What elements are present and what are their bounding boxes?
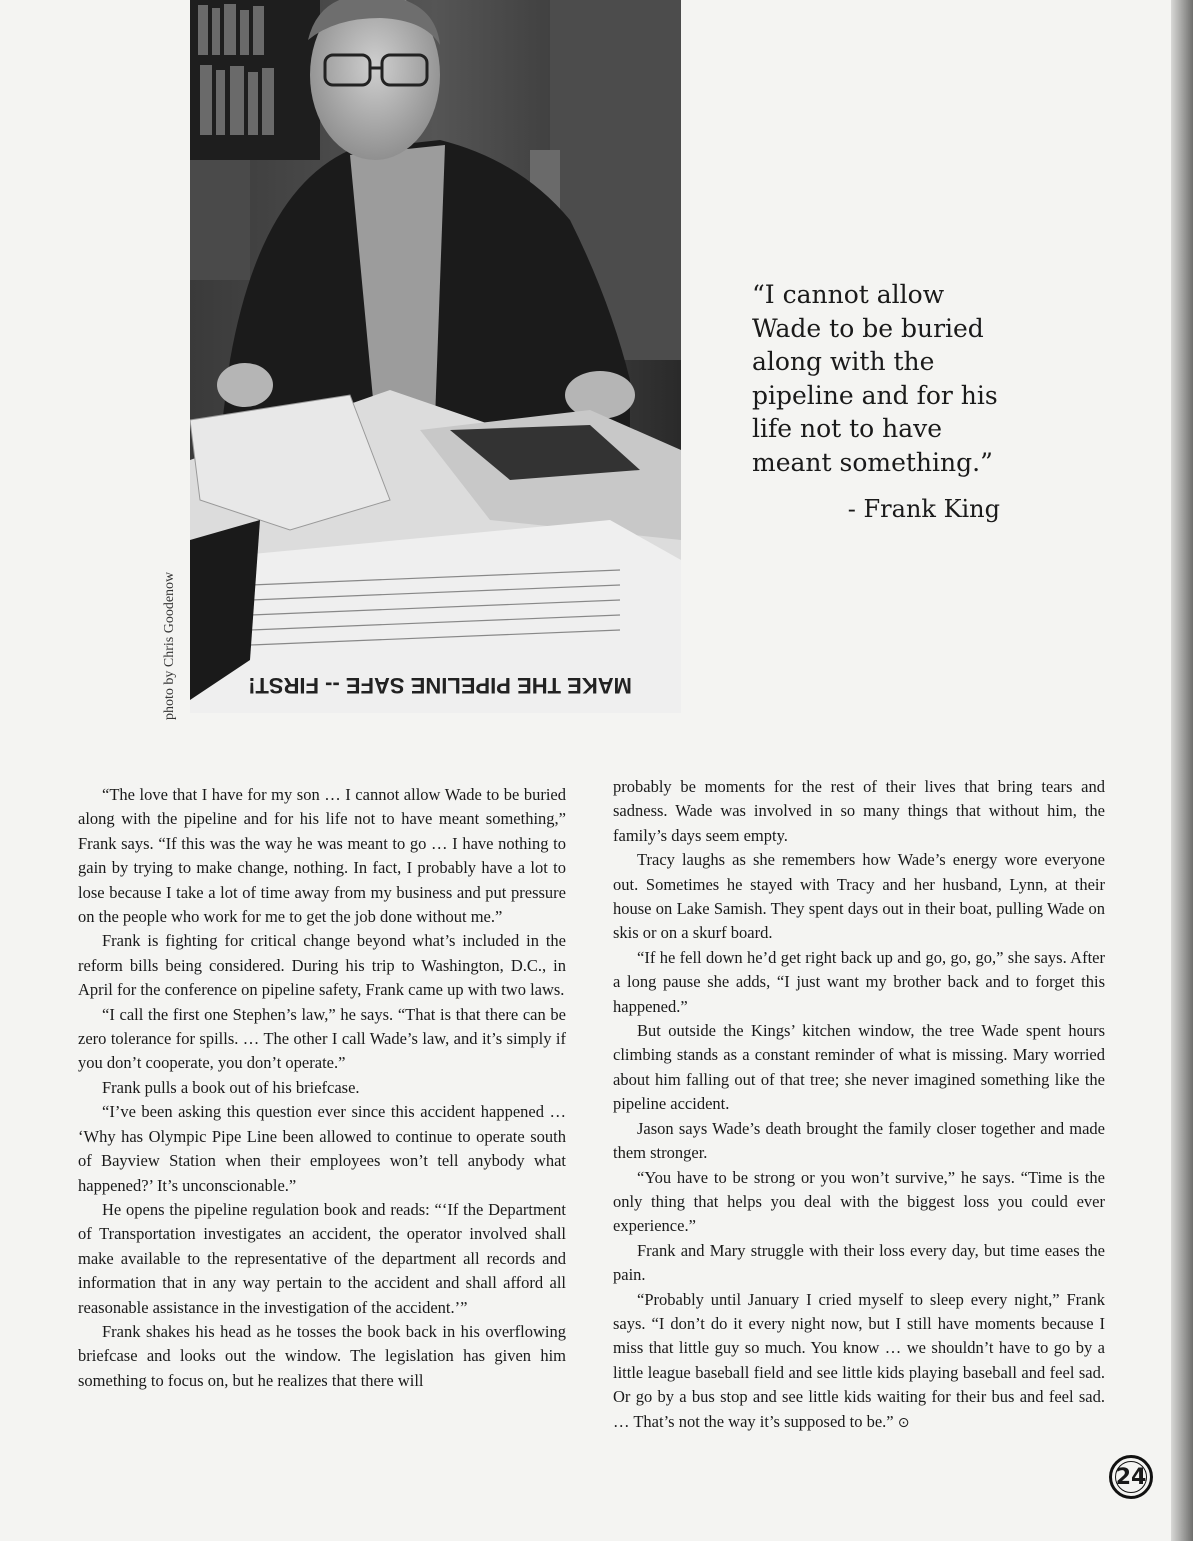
pull-quote-text: “I cannot allow Wade to be buried along with the pipeline and for his life not to have meant something.”	[752, 280, 998, 477]
paragraph: “If he fell down he’d get right back up and go, go, go,” she says. After a long pause she adds, “I just want my brother back and to forget this happened.”	[613, 947, 1105, 1016]
page-edge	[1171, 0, 1193, 1541]
paragraph: Tracy laughs as she remembers how Wade’s energy wore everyone out. Sometimes he stayed with Tracy and her husband, Lynn, at their house on Lake Samish. They spent days out in their boat, pulling Wade on skis or on a skurf board.	[613, 850, 1105, 943]
paragraph: Frank shakes his head as he tosses the book back in his overflowing briefcase and looks out the window. The legislation has given him something to focus on, but he realizes that there will	[78, 1321, 566, 1390]
paragraph: “I’ve been asking this question ever since this accident happened … ‘Why has Olympic Pipe Line been allowed to continue to operate south of Bayview Station when their employees won’t tell anybody what happened?’ It’s unconscionable.”	[78, 1102, 566, 1195]
paragraph: He opens the pipeline regulation book and reads: “‘If the Department of Transportation investigates an accident, the operator involved shall make available to the representative of the department all records and information that in any way pertain to the accident and shall afford all reasonable assistance in the investigation of the accident.’”	[78, 1199, 566, 1317]
paragraph: “The love that I have for my son … I cannot allow Wade to be buried along with the pipeline and for his life not to have meant something,” Frank says. “If this was the way he was meant to go … I have nothing to gain by trying to make change, nothing. In fact, I probably have a lot to lose because I take a lot of time away from my business and put pressure on the people who work for me to get the job done without me.”	[78, 785, 566, 927]
paragraph: “I call the first one Stephen’s law,” he says. “That is that there can be zero tolerance for spills. … The other I call Wade’s law, and it’s simply if you don’t cooperate, you don’t operate.”	[78, 1004, 566, 1073]
end-mark-icon: ⊙	[897, 1414, 910, 1431]
paragraph: Frank is fighting for critical change beyond what’s included in the reform bills being considered. During his trip to Washington, D.C., in April for the conference on pipeline safety, Frank came up with two laws.	[78, 931, 566, 1000]
paragraph: But outside the Kings’ kitchen window, the tree Wade spent hours climbing stands as a constant reminder of what is missing. Mary worried about him falling out of that tree; she never imagined something like the pipeline accident.	[613, 1021, 1105, 1114]
paragraph-continued: probably be moments for the rest of their lives that bring tears and sadness. Wade was involved in so many things that without him, the family’s days seem empty.	[613, 777, 1105, 845]
pull-quote-attribution: - Frank King	[847, 495, 1000, 523]
paragraph: Frank pulls a book out of his briefcase.	[102, 1077, 360, 1097]
flyer-headline: MAKE THE PIPELINE SAFE -- FIRST!	[248, 673, 632, 698]
paragraph: Frank and Mary struggle with their loss every day, but time eases the pain.	[613, 1240, 1105, 1285]
page-number	[1109, 1455, 1153, 1499]
paragraph: Jason says Wade’s death brought the family closer together and made them stronger.	[613, 1118, 1105, 1163]
article-column-right	[613, 775, 1105, 1435]
portrait-photo	[190, 0, 681, 713]
pull-quote	[752, 278, 1012, 527]
page-number-text: 24	[1115, 1464, 1147, 1490]
paragraph-final-text: “Probably until January I cried myself to sleep every night,” Frank says. “I don’t do it every night now, but I still have moments because I miss that little guy so much. You know … we shouldn’t have to go by a little league baseball field and see little kids playing baseball and feel sad. Or go by a bus stop and see little kids waiting for their bus and feel sad. … That’s not the way it’s supposed to be.”	[613, 1289, 1105, 1431]
article-column-left	[78, 783, 566, 1393]
photo-credit: photo by Chris Goodenow	[162, 571, 177, 720]
paragraph: “You have to be strong or you won’t survive,” he says. “Time is the only thing that helps you deal with the biggest loss you could ever experience.”	[613, 1167, 1105, 1236]
paragraph-final	[613, 1288, 1105, 1435]
